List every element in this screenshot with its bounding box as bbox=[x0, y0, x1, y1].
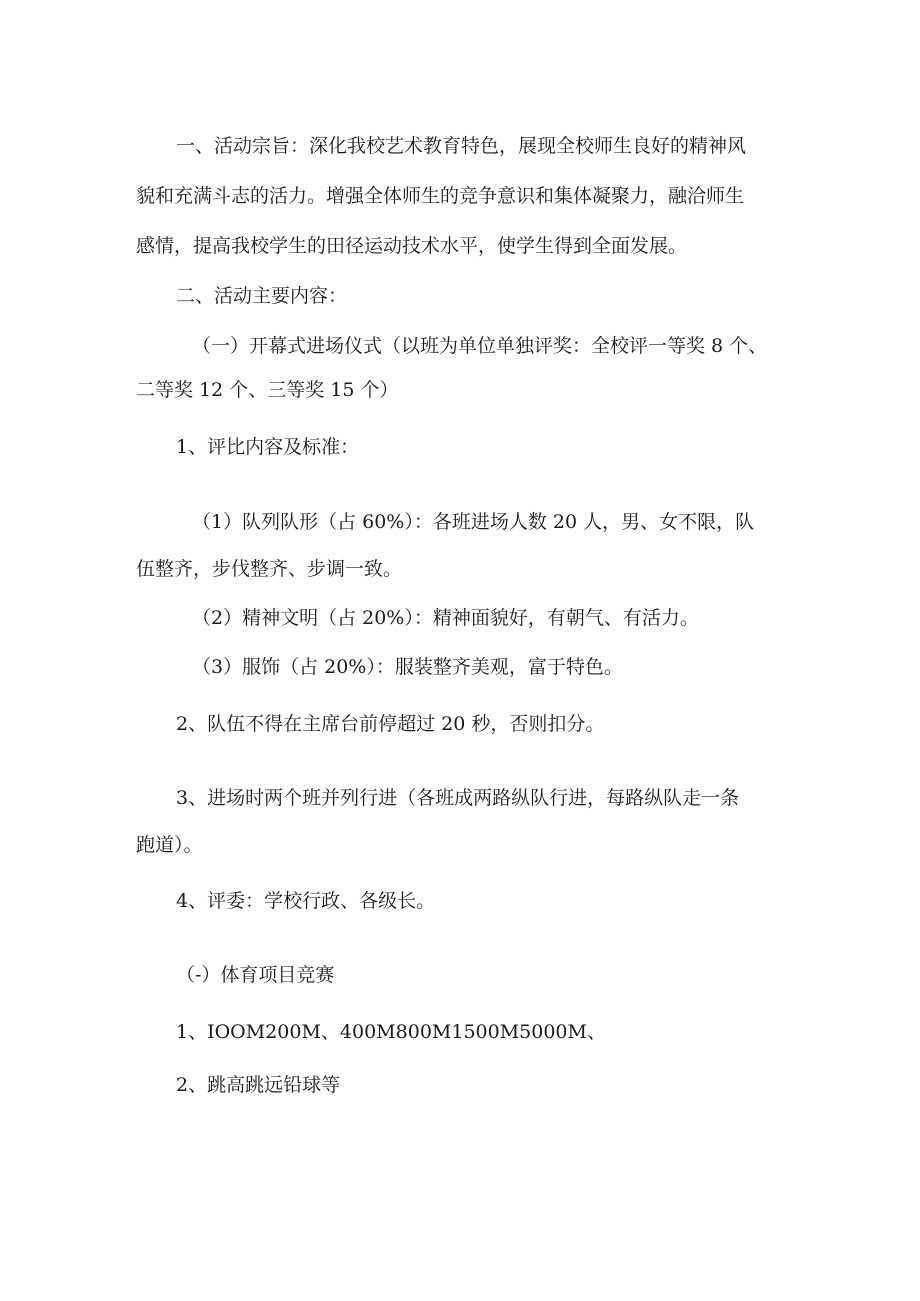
criteria-spirit: （2）精神文明（占 20%）：精神面貌好，有朝气、有活力。 bbox=[192, 607, 699, 629]
opening-ceremony-line-2: 二等奖 12 个、三等奖 15 个） bbox=[136, 379, 399, 401]
criteria-formation-line-2: 伍整齐，步伐整齐、步调一致。 bbox=[136, 558, 403, 580]
judges-line: 4、评委：学校行政、各级长。 bbox=[176, 890, 436, 912]
field-events-line: 2、跳高跳远铅球等 bbox=[176, 1074, 341, 1096]
opening-ceremony-line-1: （一）开幕式进场仪式（以班为单位单独评奖：全校评一等奖 8 个、 bbox=[192, 335, 768, 357]
purpose-line-2: 貌和充满斗志的活力。增强全体师生的竞争意识和集体凝聚力，融洽师生 bbox=[136, 185, 745, 207]
purpose-line-3: 感情，提高我校学生的田径运动技术水平，使学生得到全面发展。 bbox=[136, 235, 688, 257]
criteria-formation-line-1: （1）队列队形（占 60%）：各班进场人数 20 人，男、女不限，队 bbox=[192, 511, 755, 533]
track-events-line: 1、IOOM200M、400M800M1500M5000M、 bbox=[176, 1021, 606, 1043]
section-heading-content: 二、活动主要内容： bbox=[176, 285, 348, 307]
criteria-costume: （3）服饰（占 20%）：服装整齐美观，富于特色。 bbox=[192, 656, 623, 678]
rule-march-line-2: 跑道）。 bbox=[136, 834, 203, 856]
criteria-heading: 1、评比内容及标准： bbox=[176, 436, 360, 458]
sports-competition-heading: （-）体育项目竞赛 bbox=[176, 964, 335, 986]
rule-stop-time: 2、队伍不得在主席台前停超过 20 秒，否则扣分。 bbox=[176, 713, 605, 735]
purpose-line-1: 一、活动宗旨：深化我校艺术教育特色，展现全校师生良好的精神风 bbox=[176, 135, 747, 157]
rule-march-line-1: 3、进场时两个班并列行进（各班成两路纵队行进，每路纵队走一条 bbox=[176, 787, 740, 809]
